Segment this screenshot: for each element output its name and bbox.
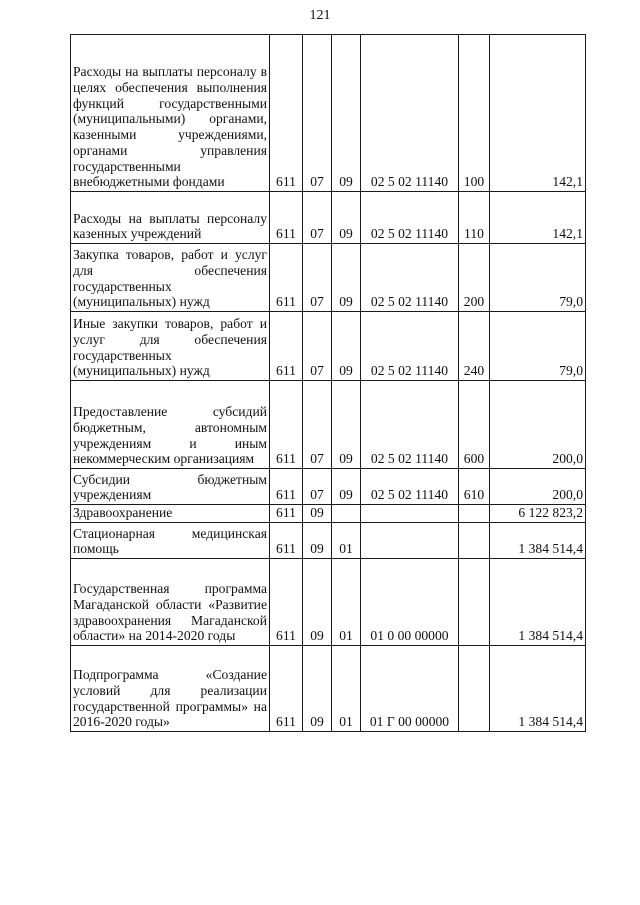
- table-row: [71, 381, 586, 469]
- table-row: [71, 469, 586, 505]
- expense-type-code: 110: [459, 192, 490, 244]
- expense-type-code: [459, 559, 490, 646]
- table-row: [71, 523, 586, 559]
- row-name-cell: Здравоохранение: [71, 505, 270, 523]
- row-name-cell: Государственная программа Магаданской области «Развитие здравоохранения Магаданской области» на 2014-2020 годы: [71, 559, 270, 646]
- expense-type-code: 100: [459, 35, 490, 192]
- target-article-code: 01 0 00 00000: [361, 559, 459, 646]
- target-article-code: 02 5 02 11140: [361, 312, 459, 381]
- amount-cell: 79,0: [490, 244, 586, 312]
- row-name-cell: Стационарная медицинская помощь: [71, 523, 270, 559]
- subsection-code: 09: [332, 35, 361, 192]
- row-name-cell: Иные закупки товаров, работ и услуг для обеспечения государственных (муниципальных) нужд: [71, 312, 270, 381]
- row-name-cell: Расходы на выплаты персоналу в целях обеспечения выполнения функций государственными (муниципальными) органами, казенными учреждениями, органами управления государственными внебюджетными фондами: [71, 35, 270, 192]
- amount-cell: 1 384 514,4: [490, 523, 586, 559]
- amount-cell: 6 122 823,2: [490, 505, 586, 523]
- section-code: 07: [303, 35, 332, 192]
- section-code: 09: [303, 505, 332, 523]
- grbs-code: 611: [270, 559, 303, 646]
- section-code: 07: [303, 244, 332, 312]
- target-article-code: 01 Г 00 00000: [361, 646, 459, 732]
- table-row: [71, 192, 586, 244]
- expense-type-code: [459, 505, 490, 523]
- target-article-code: 02 5 02 11140: [361, 381, 459, 469]
- row-name-cell: Закупка товаров, работ и услуг для обеспечения государственных (муниципальных) нужд: [71, 244, 270, 312]
- target-article-code: 02 5 02 11140: [361, 469, 459, 505]
- grbs-code: 611: [270, 646, 303, 732]
- section-code: 09: [303, 559, 332, 646]
- subsection-code: [332, 505, 361, 523]
- expense-type-code: 610: [459, 469, 490, 505]
- page-number: 121: [309, 8, 331, 23]
- target-article-code: 02 5 02 11140: [361, 35, 459, 192]
- section-code: 07: [303, 381, 332, 469]
- grbs-code: 611: [270, 523, 303, 559]
- amount-cell: 79,0: [490, 312, 586, 381]
- amount-cell: 142,1: [490, 35, 586, 192]
- subsection-code: 09: [332, 469, 361, 505]
- grbs-code: 611: [270, 469, 303, 505]
- table-row: [71, 505, 586, 523]
- grbs-code: 611: [270, 244, 303, 312]
- expense-type-code: 200: [459, 244, 490, 312]
- row-name-cell: Предоставление субсидий бюджетным, автономным учреждениям и иным некоммерческим организациям: [71, 381, 270, 469]
- subsection-code: 01: [332, 559, 361, 646]
- row-name-cell: Расходы на выплаты персоналу казенных учреждений: [71, 192, 270, 244]
- subsection-code: 09: [332, 192, 361, 244]
- table-row: [71, 35, 586, 192]
- section-code: 09: [303, 523, 332, 559]
- expense-type-code: [459, 523, 490, 559]
- section-code: 07: [303, 192, 332, 244]
- subsection-code: 09: [332, 244, 361, 312]
- section-code: 07: [303, 469, 332, 505]
- table-row: [71, 559, 586, 646]
- amount-cell: 1 384 514,4: [490, 559, 586, 646]
- amount-cell: 200,0: [490, 469, 586, 505]
- grbs-code: 611: [270, 505, 303, 523]
- subsection-code: 01: [332, 523, 361, 559]
- subsection-code: 09: [332, 312, 361, 381]
- target-article-code: [361, 523, 459, 559]
- table-row: [71, 244, 586, 312]
- subsection-code: 09: [332, 381, 361, 469]
- section-code: 07: [303, 312, 332, 381]
- target-article-code: 02 5 02 11140: [361, 244, 459, 312]
- grbs-code: 611: [270, 192, 303, 244]
- budget-table: [70, 34, 586, 732]
- subsection-code: 01: [332, 646, 361, 732]
- target-article-code: 02 5 02 11140: [361, 192, 459, 244]
- expense-type-code: 600: [459, 381, 490, 469]
- grbs-code: 611: [270, 381, 303, 469]
- grbs-code: 611: [270, 35, 303, 192]
- row-name-cell: Субсидии бюджетным учреждениям: [71, 469, 270, 505]
- section-code: 09: [303, 646, 332, 732]
- expense-type-code: 240: [459, 312, 490, 381]
- expense-type-code: [459, 646, 490, 732]
- amount-cell: 142,1: [490, 192, 586, 244]
- target-article-code: [361, 505, 459, 523]
- amount-cell: 200,0: [490, 381, 586, 469]
- table-row: [71, 646, 586, 732]
- row-name-cell: Подпрограмма «Создание условий для реализации государственной программы» на 2016-2020 годы»: [71, 646, 270, 732]
- grbs-code: 611: [270, 312, 303, 381]
- amount-cell: 1 384 514,4: [490, 646, 586, 732]
- table-row: [71, 312, 586, 381]
